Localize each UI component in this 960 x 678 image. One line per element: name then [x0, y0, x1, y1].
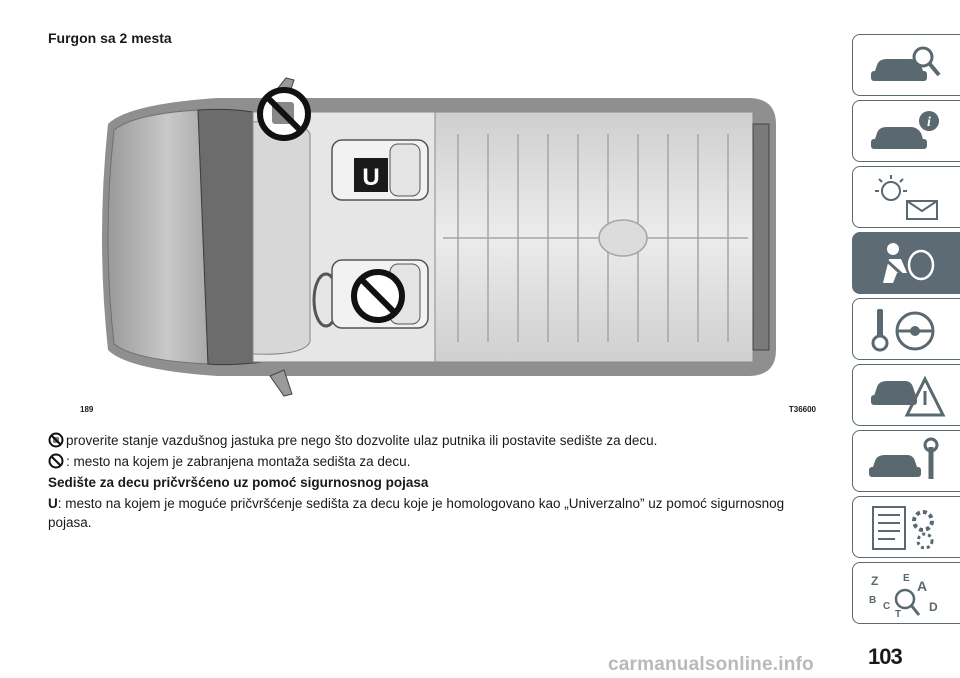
tab-technical-data[interactable] [852, 496, 960, 558]
svg-text:T: T [895, 609, 902, 619]
tab-knowing-the-vehicle[interactable] [852, 34, 960, 96]
warning-light-message-icon [867, 173, 947, 223]
svg-text:A: A [917, 578, 928, 594]
svg-text:C: C [883, 601, 891, 612]
prohibited-icon [48, 453, 64, 469]
tab-emergency[interactable] [852, 364, 960, 426]
figure-number: 189 [80, 405, 94, 414]
prohibited-note [48, 452, 818, 471]
car-search-icon [867, 41, 947, 91]
universal-note [48, 494, 818, 532]
prohibited-note-text: : mesto na kojem je zabranjena montaža sedišta za decu. [66, 454, 411, 469]
van-top-view-illustration [48, 64, 818, 416]
car-info-icon [867, 107, 947, 157]
airbag-note [48, 431, 818, 450]
tab-maintenance[interactable] [852, 430, 960, 492]
figure-code: T36600 [788, 405, 816, 414]
alphabetical-index-icon [867, 569, 947, 619]
universal-label: U [48, 496, 58, 511]
key-steering-wheel-icon [867, 305, 947, 355]
airbag-warning-icon [260, 90, 308, 138]
airbag-seatbelt-icon [867, 239, 947, 289]
watermark: carmanualsonline.info [608, 654, 814, 675]
svg-text:i: i [927, 115, 931, 130]
car-wrench-icon [867, 437, 947, 487]
page-number: 103 [868, 644, 902, 669]
svg-text:D: D [929, 600, 938, 614]
universal-note-text: : mesto na kojem je moguće pričvršćenje sedišta za decu koje je homologovano kao „Univerzalno” uz pomoć sigurnosnog pojasa. [48, 496, 785, 530]
prohibited-seat-icon [354, 272, 402, 320]
tab-index[interactable] [852, 562, 960, 624]
text-block [48, 431, 818, 534]
tab-starting-driving[interactable] [852, 298, 960, 360]
tab-vehicle-info[interactable] [852, 100, 960, 162]
airbag-warning-icon [48, 432, 64, 448]
tab-warning-lights[interactable] [852, 166, 960, 228]
airbag-note-text: proverite stanje vazdušnog jastuka pre nego što dozvolite ulaz putnika ili postavite sedište za decu. [66, 433, 658, 448]
section-heading: Sedište za decu pričvršćeno uz pomoć sigurnosnog pojasa [48, 475, 429, 490]
specifications-gear-icon [867, 503, 947, 553]
svg-text:B: B [869, 595, 877, 606]
van-top-view-figure [48, 64, 818, 416]
car-breakdown-warning-icon [867, 371, 947, 421]
svg-text:E: E [903, 573, 910, 584]
chapter-tab-strip [852, 34, 960, 628]
page-title: Furgon sa 2 mesta [48, 30, 172, 46]
tab-safety[interactable] [852, 232, 960, 294]
svg-text:Z: Z [871, 574, 879, 588]
universal-seat-label: U [362, 164, 380, 191]
